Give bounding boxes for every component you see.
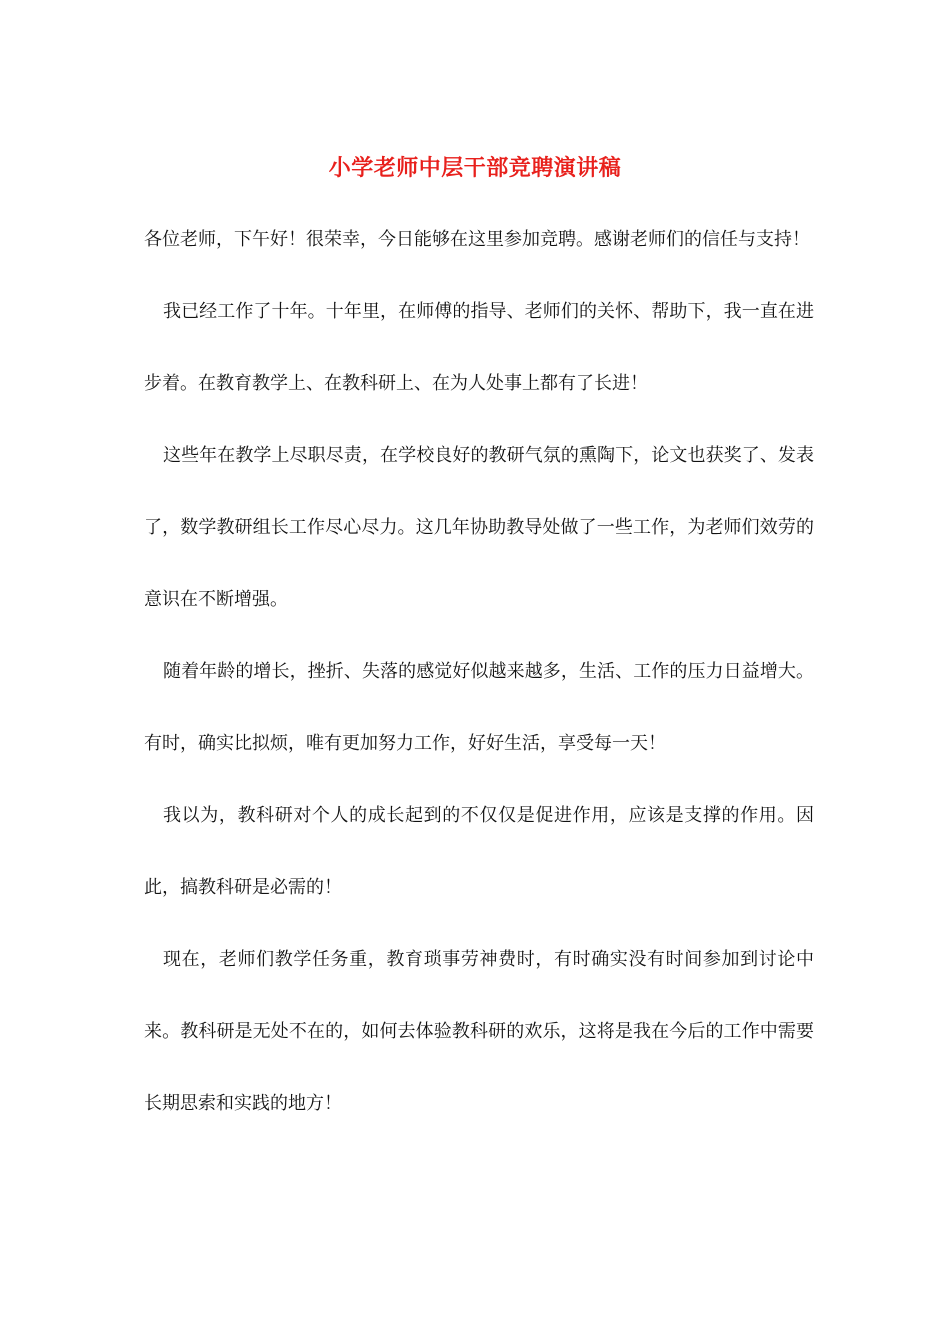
document-title: 小学老师中层干部竞聘演讲稿: [328, 155, 622, 181]
paragraph-greeting: 各位老师，下午好！很荣幸，今日能够在这里参加竞聘。感谢老师们的信任与支持！: [144, 229, 810, 250]
paragraph-pressure: 随着年龄的增长，挫折、失落的感觉好似越来越多，生活、工作的压力日益增大。有时，确实比拟烦，唯有更加努力工作，好好生活，享受每一天！: [144, 661, 814, 754]
paragraph-research-view: 我以为，教科研对个人的成长起到的不仅仅是促进作用，应该是支撑的作用。因此，搞教科研是必需的！: [144, 805, 814, 898]
paragraph-teaching-achievements: 这些年在教学上尽职尽责，在学校良好的教研气氛的熏陶下，论文也获奖了、发表了，数学教研组长工作尽心尽力。这几年协助教导处做了一些工作，为老师们效劳的意识在不断增强。: [144, 445, 814, 610]
document-body: [144, 204, 814, 1140]
paragraph-future-plan: 现在，老师们教学任务重，教育琐事劳神费时，有时确实没有时间参加到讨论中来。教科研是无处不在的，如何去体验教科研的欢乐，这将是我在今后的工作中需要长期思索和实践的地方！: [144, 949, 814, 1114]
paragraph-work-experience: 我已经工作了十年。十年里，在师傅的指导、老师们的关怀、帮助下，我一直在进步着。在教育教学上、在教科研上、在为人处事上都有了长进！: [144, 301, 814, 394]
